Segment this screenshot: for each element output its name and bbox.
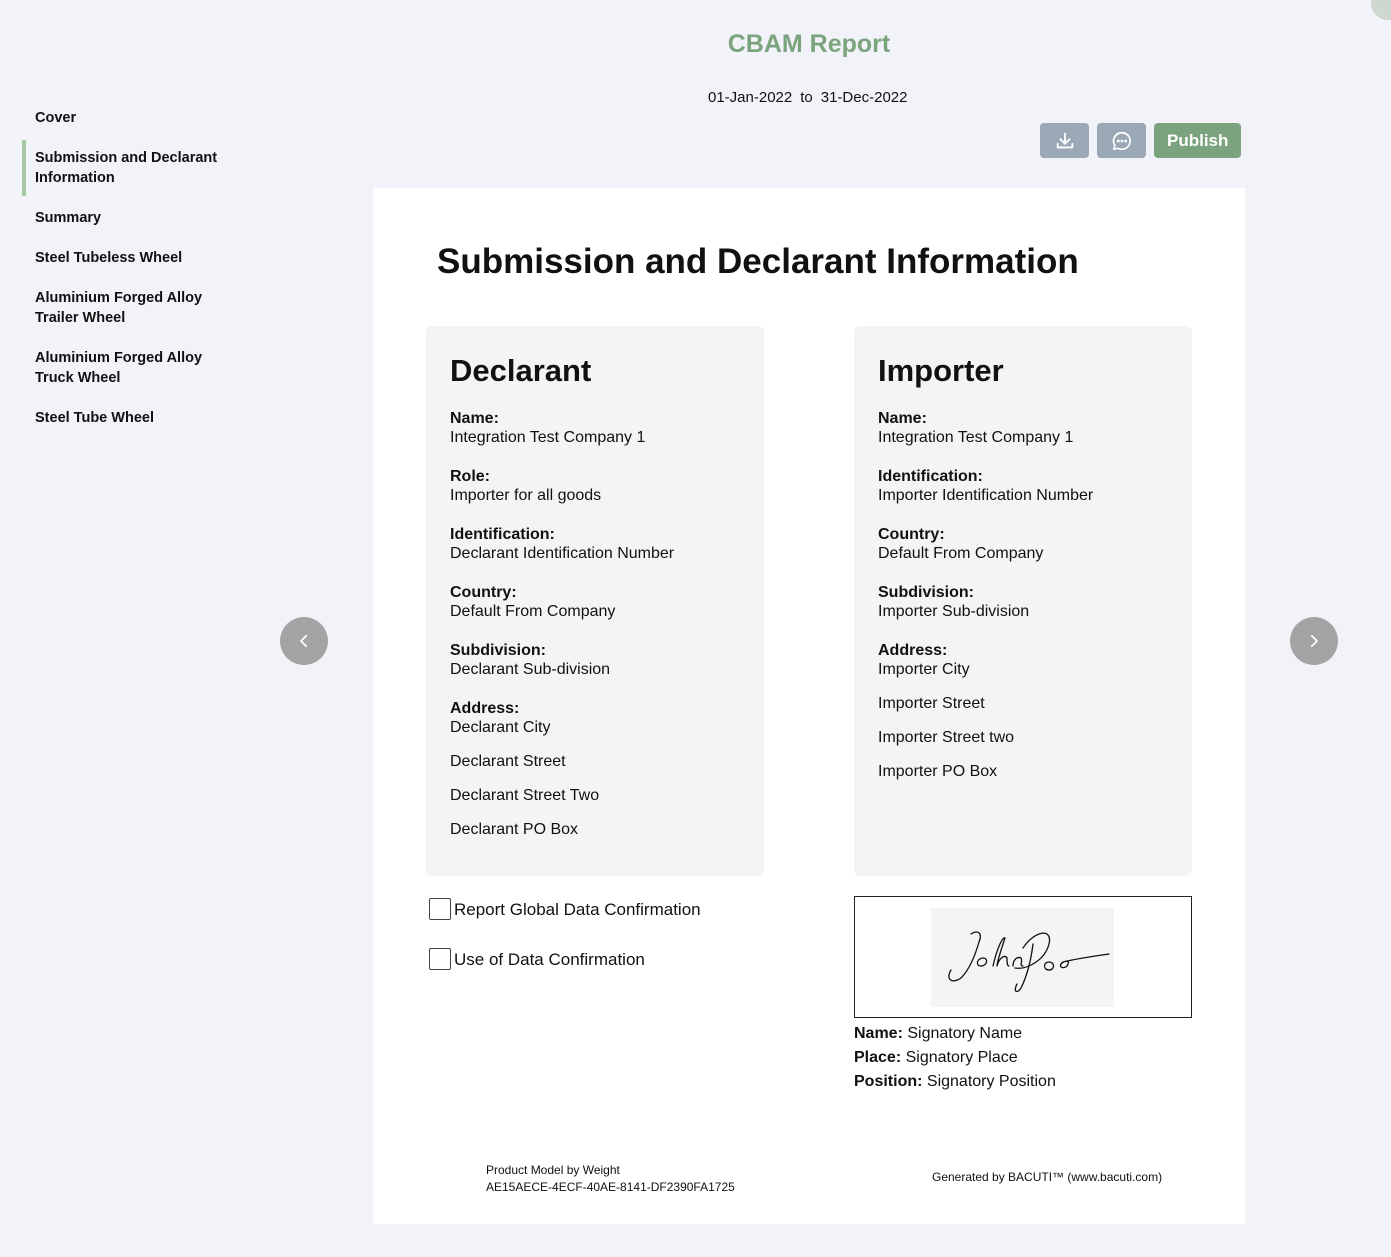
- declarant-country-field: [450, 584, 740, 622]
- importer-title: Importer: [878, 353, 1004, 388]
- field-label: Identification:: [450, 526, 555, 543]
- sidebar-item-steel-tube-wheel[interactable]: Steel Tube Wheel: [35, 410, 154, 426]
- signatory-place: Signatory Place: [905, 1049, 1018, 1066]
- signatory-place-row: [854, 1046, 1056, 1070]
- comment-button[interactable]: [1097, 123, 1146, 158]
- footer-model: Product Model by Weight: [486, 1163, 620, 1177]
- use-of-data-confirmation[interactable]: [429, 948, 645, 970]
- address-line: Declarant City: [450, 719, 551, 736]
- field-label: Role:: [450, 468, 490, 485]
- field-label: Subdivision:: [450, 642, 546, 659]
- sidebar-item-cover[interactable]: Cover: [35, 110, 77, 126]
- use-of-data-checkbox[interactable]: [429, 948, 451, 970]
- global-data-checkbox[interactable]: [429, 898, 451, 920]
- address-line: Importer PO Box: [878, 763, 998, 780]
- global-data-label: Report Global Data Confirmation: [454, 900, 701, 919]
- importer-card: [854, 326, 1192, 876]
- signature-box: [854, 896, 1192, 1018]
- chevron-right-icon: [1305, 632, 1323, 650]
- field-label: Name:: [854, 1025, 903, 1042]
- declarant-country: Default From Company: [450, 603, 616, 620]
- download-icon: [1054, 130, 1076, 152]
- footer-model-info: [486, 1162, 735, 1196]
- report-title: CBAM Report: [727, 30, 891, 58]
- sidebar: [22, 100, 242, 440]
- declarant-name-field: [450, 410, 740, 448]
- importer-id-field: [878, 468, 1168, 506]
- importer-address-field: [878, 642, 1168, 782]
- use-of-data-label: Use of Data Confirmation: [454, 950, 645, 969]
- declarant-subdivision: Declarant Sub-division: [450, 661, 611, 678]
- sidebar-item-aluminium-trailer-wheel[interactable]: Aluminium Forged Alloy Trailer Wheel: [35, 290, 203, 326]
- previous-page-button[interactable]: [280, 617, 328, 665]
- chevron-left-icon: [295, 632, 313, 650]
- signatory-name-row: [854, 1022, 1056, 1046]
- signature-image: [931, 908, 1114, 1007]
- declarant-subdivision-field: [450, 642, 740, 680]
- address-line: Importer Street: [878, 695, 985, 712]
- sidebar-item-steel-tubeless-wheel[interactable]: Steel Tubeless Wheel: [35, 250, 183, 266]
- importer-name-field: [878, 410, 1168, 448]
- declarant-id: Declarant Identification Number: [450, 545, 675, 562]
- date-separator: to: [800, 89, 813, 106]
- field-label: Place:: [854, 1049, 902, 1066]
- field-label: Name:: [450, 410, 499, 427]
- importer-country-field: [878, 526, 1168, 564]
- address-line: Declarant PO Box: [450, 821, 579, 838]
- field-label: Address:: [450, 700, 520, 717]
- sidebar-item-submission[interactable]: Submission and Declarant Information: [22, 140, 242, 196]
- signatory-name: Signatory Name: [907, 1025, 1023, 1042]
- comment-icon: [1111, 130, 1133, 152]
- toolbar: [1040, 123, 1241, 158]
- address-line: Importer Street two: [878, 729, 1015, 746]
- signatory-position-row: [854, 1070, 1056, 1094]
- importer-name: Integration Test Company 1: [878, 429, 1074, 446]
- field-label: Country:: [878, 526, 945, 543]
- declarant-title: Declarant: [450, 353, 592, 388]
- declarant-role-field: [450, 468, 740, 506]
- date-to: 31-Dec-2022: [820, 89, 908, 106]
- declarant-id-field: [450, 526, 740, 564]
- importer-id: Importer Identification Number: [878, 487, 1094, 504]
- download-button[interactable]: [1040, 123, 1089, 158]
- publish-button[interactable]: Publish: [1154, 123, 1241, 158]
- footer-model-id: AE15AECE-4ECF-40AE-8141-DF2390FA1725: [486, 1180, 735, 1194]
- address-line: Importer City: [878, 661, 970, 678]
- signatory-info: [854, 1022, 1056, 1094]
- next-page-button[interactable]: [1290, 617, 1338, 665]
- sidebar-item-aluminium-truck-wheel[interactable]: Aluminium Forged Alloy Truck Wheel: [35, 350, 203, 386]
- signatory-position: Signatory Position: [926, 1073, 1056, 1090]
- declarant-name: Integration Test Company 1: [450, 429, 646, 446]
- declarant-card: [426, 326, 764, 876]
- corner-badge: [1371, 0, 1391, 20]
- declarant-address-field: [450, 700, 740, 840]
- field-label: Identification:: [878, 468, 983, 485]
- report-page: [373, 188, 1245, 1224]
- field-label: Name:: [878, 410, 927, 427]
- global-data-confirmation[interactable]: [429, 898, 701, 920]
- date-from: 01-Jan-2022: [708, 89, 793, 106]
- address-line: Declarant Street Two: [450, 787, 600, 804]
- footer-generated: Generated by BACUTI™ (www.bacuti.com): [932, 1170, 1163, 1184]
- address-line: Declarant Street: [450, 753, 566, 770]
- importer-subdivision: Importer Sub-division: [878, 603, 1030, 620]
- field-label: Subdivision:: [878, 584, 974, 601]
- field-label: Country:: [450, 584, 517, 601]
- importer-country: Default From Company: [878, 545, 1044, 562]
- declarant-role: Importer for all goods: [450, 487, 602, 504]
- sidebar-item-summary[interactable]: Summary: [35, 210, 102, 226]
- page-heading: Submission and Declarant Information: [437, 242, 1079, 281]
- importer-subdivision-field: [878, 584, 1168, 622]
- field-label: Address:: [878, 642, 948, 659]
- date-range: [708, 89, 907, 106]
- field-label: Position:: [854, 1073, 923, 1090]
